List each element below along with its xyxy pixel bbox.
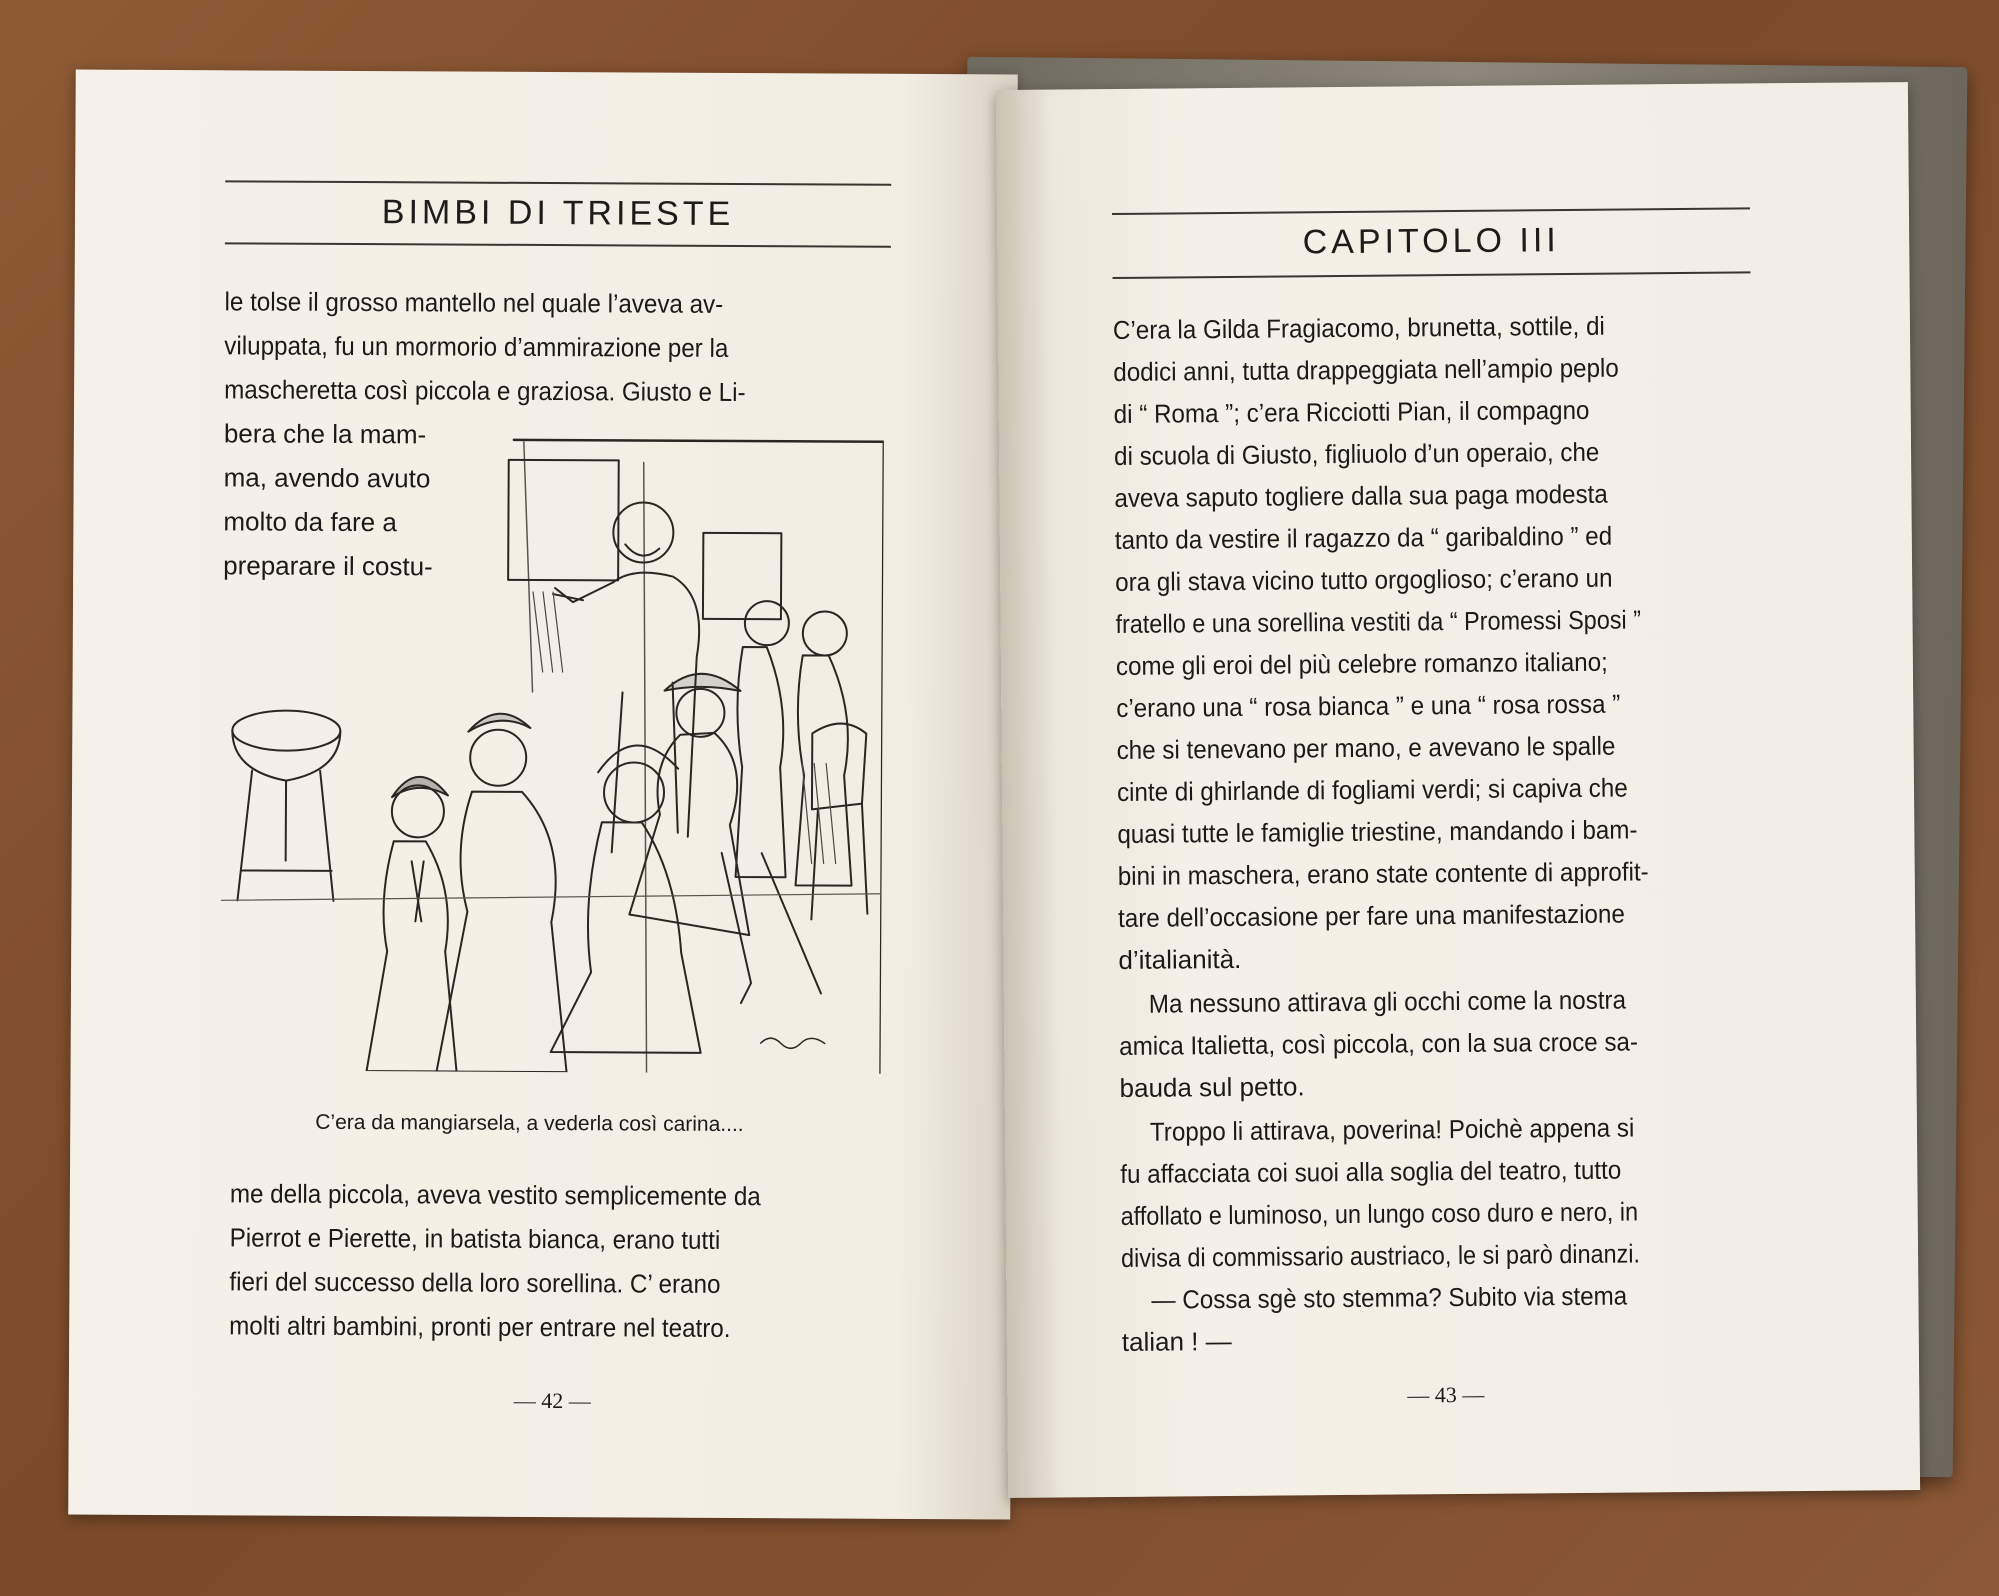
text-line: bera che la mam- xyxy=(223,418,427,450)
right-page xyxy=(996,82,1920,1498)
text-line: Pierrot e Pierette, in batista bianca, erano tutti xyxy=(229,1222,721,1255)
text-line: affollato e luminoso, un lungo coso duro e nero, in xyxy=(1120,1196,1639,1231)
text-line: dodici anni, tutta drappeggiata nell’ampio peplo xyxy=(1113,352,1619,387)
header-rule-top xyxy=(225,180,891,185)
text-line: fu affacciata coi suoi alla soglia del teatro, tutto xyxy=(1120,1154,1622,1189)
text-line: mascheretta così piccola e graziosa. Giusto e Li- xyxy=(224,374,746,408)
text-line: di scuola di Giusto, figliuolo d’un operaio, che xyxy=(1113,436,1600,471)
running-head: BIMBI DI TRIESTE xyxy=(381,193,735,233)
text-line: di “ Roma ”; c’era Ricciotti Pian, il compagno xyxy=(1113,394,1590,429)
text-line: d’italianità. xyxy=(1118,943,1242,975)
text-line: come gli eroi del più celebre romanzo italiano; xyxy=(1115,646,1608,681)
left-page xyxy=(68,70,1018,1520)
text-line: me della piccola, aveva vestito semplicemente da xyxy=(229,1178,761,1212)
page-number: — 43 — xyxy=(1407,1381,1485,1408)
text-line: tanto da vestire il ragazzo da “ garibaldino ” ed xyxy=(1114,520,1613,555)
page-number: — 42 — xyxy=(513,1387,591,1414)
text-line: c’erano una “ rosa bianca ” e una “ rosa rossa ” xyxy=(1116,688,1621,723)
header-rule-top xyxy=(1112,207,1750,215)
text-line: fieri del successo della loro sorellina. C’ erano xyxy=(229,1266,721,1299)
text-line: ora gli stava vicino tutto orgoglioso; c’erano un xyxy=(1115,562,1613,597)
header-rule-bottom xyxy=(1113,271,1751,279)
text-line: tare dell’occasione per fare una manifestazione xyxy=(1117,898,1625,933)
text-line: fratello e una sorellina vestiti da “ Promessi Sposi ” xyxy=(1115,604,1642,639)
text-line: quasi tutte le famiglie triestine, mandando i bam- xyxy=(1117,814,1638,849)
text-line: Ma nessuno attirava gli occhi come la nostra xyxy=(1148,984,1627,1019)
text-line: C’era la Gilda Fragiacomo, brunetta, sottile, di xyxy=(1112,310,1605,345)
text-line: le tolse il grosso mantello nel quale l’aveva av- xyxy=(224,286,724,319)
text-line: — Cossa sgè sto stemma? Subito via stema xyxy=(1151,1280,1628,1315)
text-line: viluppata, fu un mormorio d’ammirazione per la xyxy=(224,330,729,363)
text-line: cinte di ghirlande di fogliami verdi; si capiva che xyxy=(1116,772,1628,807)
text-line: Troppo li attirava, poverina! Poichè appena si xyxy=(1149,1112,1635,1147)
text-line: talian ! — xyxy=(1121,1325,1232,1357)
text-line: molti altri bambini, pronti per entrare nel teatro. xyxy=(229,1310,731,1343)
text-line: bauda sul petto. xyxy=(1119,1071,1305,1103)
text-line: che si tenevano per mano, e avevano le spalle xyxy=(1116,730,1616,765)
text-line: amica Italietta, così piccola, con la sua croce sa- xyxy=(1119,1026,1639,1061)
text-line: divisa di commissario austriaco, le si parò dinanzi. xyxy=(1120,1238,1641,1273)
text-line: bini in maschera, erano state contente di approfit- xyxy=(1117,856,1649,891)
text-line: ma, avendo avuto xyxy=(223,462,431,494)
text-line: preparare il costu- xyxy=(223,550,433,582)
chapter-heading: CAPITOLO III xyxy=(1302,221,1560,262)
illustration-caption: C’era da mangiarsela, a vederla così carina.... xyxy=(315,1110,744,1137)
text-line: molto da fare a xyxy=(223,506,397,538)
header-rule-bottom xyxy=(225,242,891,247)
engraving-illustration xyxy=(201,430,884,1074)
text-line: aveva saputo togliere dalla sua paga modesta xyxy=(1114,478,1608,513)
